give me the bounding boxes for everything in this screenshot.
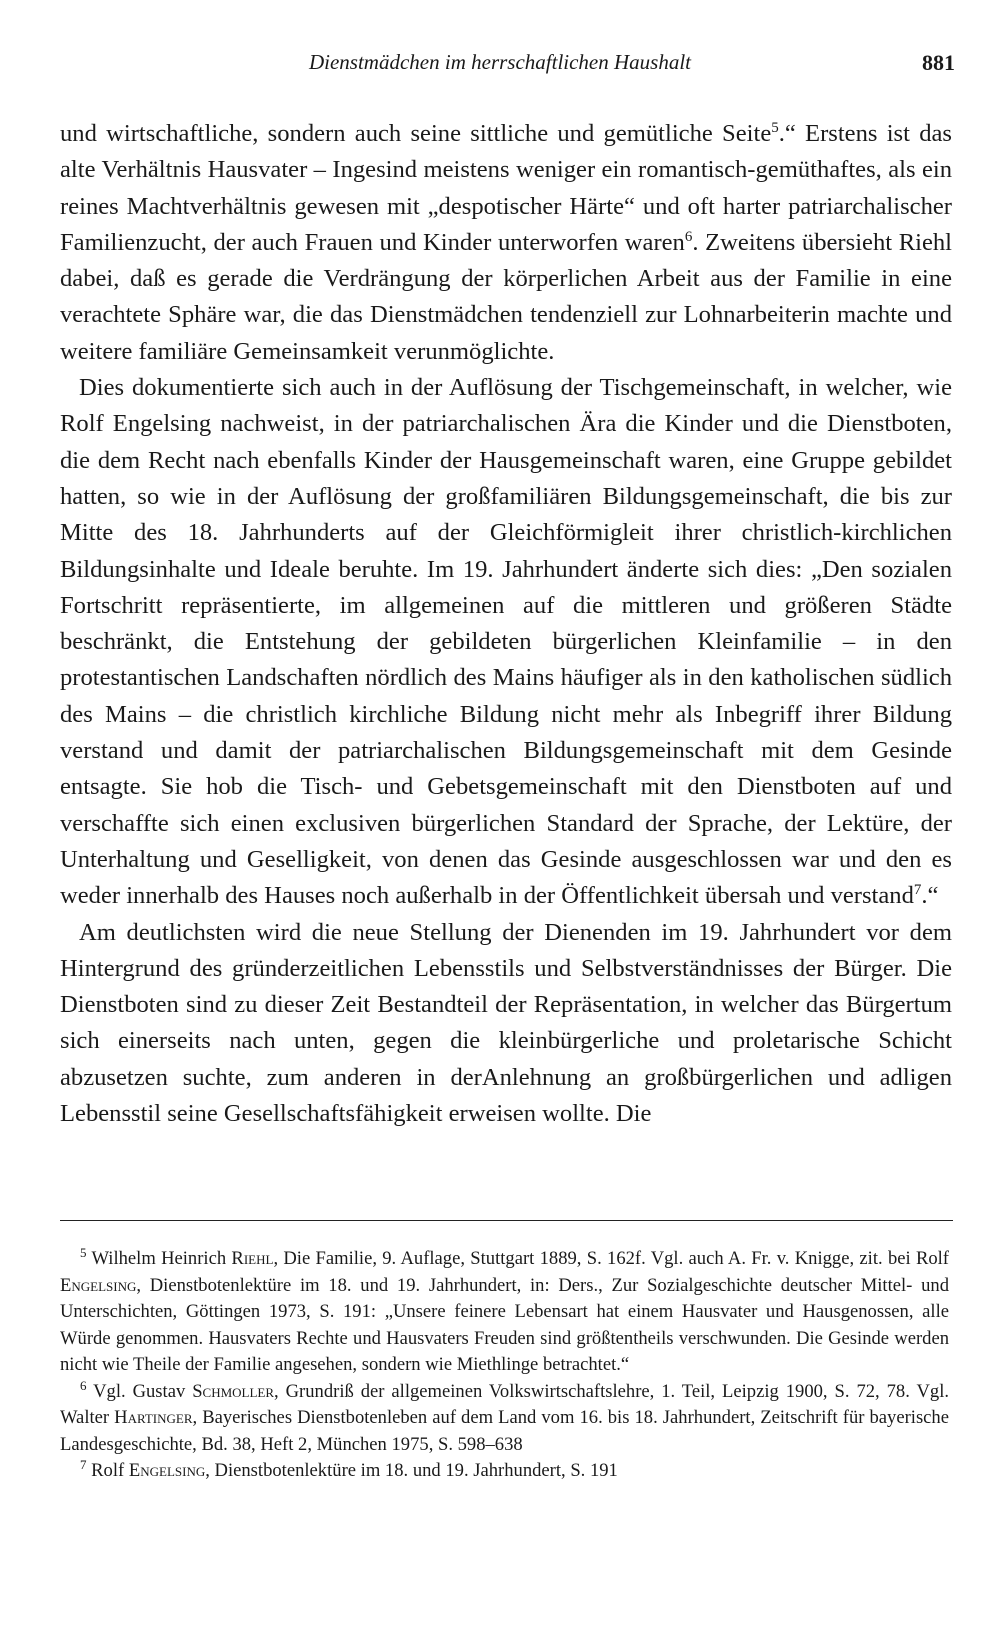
footnote-ref-5: 5 bbox=[771, 119, 779, 136]
paragraph-2-text-a: Dies dokumentierte sich auch in der Auflösung der Tischgemeinschaft, in welcher, wie Rolf Engelsing nachweist, in der patriarchalischen Ära die Kinder und die Dienstboten, die dem Recht nach ebenfalls Kinder der Hausgemeinschaft waren, eine Gruppe gebildet hatten, so wie in der Auflösung der großfamiliären Bildungsgemeinschaft, die bis zur Mitte des 18. Jahrhunderts auf der Gleichförmigleit ihrer christlich-kirchlichen Bildungsinhalte und Ideale beruhte. Im 19. Jahrhundert änderte sich dies: „Den sozialen Fortschritt repräsentierte, im allgemeinen auf die mittleren und größeren Städte beschränkt, die Entstehung der gebildeten bürgerlichen Kleinfamilie – in den protestantischen Landschaften nördlich des Mains häufiger als in den katholischen südlich des Mains – die christlich kirchliche Bildung nicht mehr als Inbegriff ihrer Bildung verstand und damit der patriarchalischen Bildungsgemeinschaft mit dem Gesinde entsagte. Sie hob die Tisch- und Gebetsgemeinschaft mit den Dienstboten auf und verschaffte sich einen exclusiven bürgerlichen Standard der Sprache, der Lektüre, der Unterhaltung und Geselligkeit, von denen das Gesinde ausgeschlossen war und den es weder innerhalb des Hauses noch außerhalb in der Öffentlichkeit übersah und verstand bbox=[60, 374, 952, 910]
footnote-5 bbox=[60, 1246, 949, 1379]
footnote-7 bbox=[60, 1458, 949, 1485]
footnote-author: Hartinger bbox=[114, 1407, 193, 1428]
footnote-mark: 7 bbox=[80, 1456, 87, 1472]
footnote-text: , Die Familie, 9. Auflage, Stuttgart 1889, S. 162f. Vgl. auch A. Fr. v. Knigge, zit. bei Rolf bbox=[273, 1248, 950, 1269]
paragraph-1-text-c: . Zweitens übersieht Riehl dabei, daß es gerade die Verdrängung der körperlichen Arbeit aus der Familie in eine verachtete Sphäre war, die das Dienstmädchen tendenziell zur Lohnarbeiterin machte und weitere familiäre Gemeinsamkeit verunmöglichte. bbox=[60, 228, 952, 365]
footnote-author: Schmoller bbox=[192, 1380, 275, 1402]
footnotes bbox=[60, 1246, 949, 1485]
footnote-text: Rolf bbox=[91, 1460, 129, 1481]
footnote-ref-7: 7 bbox=[913, 882, 922, 899]
footnote-text: , Bayerisches Dienstbotenleben auf dem Land vom 16. bis 18. Jahrhundert, Zeitschrift für bayerische Landesgeschichte, Bd. 38, Heft 2, München 1975, S. 598–638 bbox=[60, 1407, 949, 1455]
paragraph-3-text: Am deutlichsten wird die neue Stellung der Dienenden im 19. Jahrhundert vor dem Hintergrund des gründerzeitlichen Lebensstils und Selbstverständnisses der Bürger. Die Dienstboten sind zu dieser Zeit Bestandteil der Repräsentation, in welcher das Bürgertum sich einerseits nach unten, gegen die kleinbürgerliche und proletarische Schicht abzusetzen suchte, zum anderen in derAnlehnung an großbürgerlichen und adligen Lebensstil seine Gesellschaftsfähigkeit erweisen wollte. Die bbox=[60, 918, 952, 1128]
footnote-text: Wilhelm Heinrich bbox=[91, 1248, 232, 1269]
footnote-mark: 5 bbox=[80, 1244, 87, 1260]
footnote-ref-6: 6 bbox=[684, 228, 693, 245]
running-title: Dienstmädchen im herrschaftlichen Haushalt bbox=[308, 50, 692, 74]
footnote-text: Vgl. Gustav bbox=[93, 1380, 193, 1402]
footnote-author: Engelsing bbox=[60, 1274, 137, 1296]
footnote-6 bbox=[60, 1379, 949, 1459]
footnote-author: Engelsing bbox=[128, 1460, 206, 1481]
footnote-separator bbox=[60, 1220, 953, 1221]
paragraph-3 bbox=[60, 915, 952, 1133]
paragraph-1 bbox=[60, 116, 952, 370]
footnote-text: , Dienstbotenlektüre im 18. und 19. Jahrhundert, in: Ders., Zur Sozialgeschichte deutscher Mittel- und Unterschichten, Göttingen 1973, S. 191: „Unsere feinere Lebensart hat einem Hausvater und Hausgenossen, alle Würde genommen. Hausvaters Rechte und Hausvaters Freuden sind größtentheils verschwunden. Die Gesinde werden nicht wie Theile der Familie angesehen, sondern wie Miethlinge betrachtet.“ bbox=[60, 1274, 949, 1375]
page-number: 881 bbox=[922, 50, 955, 75]
footnote-text: , Dienstbotenlektüre im 18. und 19. Jahrhundert, S. 191 bbox=[205, 1460, 618, 1481]
footnote-mark: 6 bbox=[80, 1377, 87, 1393]
paragraph-2-text-b: .“ bbox=[921, 882, 939, 910]
paragraph-1-text-b: .“ Erstens ist das alte Verhältnis Hausvater – Ingesind meistens weniger ein romantisch-gemüthaftes, als ein reines Machtverhältnis gewesen mit „despotischer Härte“ und oft harter patriarchalischer Familienzucht, der auch Frauen und Kinder unterworfen waren bbox=[60, 120, 952, 256]
paragraph-1-text-a: und wirtschaftliche, sondern auch seine sittliche und gemütliche Seite bbox=[60, 120, 772, 147]
paragraph-2 bbox=[60, 370, 952, 914]
page-header bbox=[0, 44, 1000, 84]
main-text bbox=[60, 116, 952, 1132]
footnote-text: , Grundriß der allgemeinen Volkswirtschaftslehre, 1. Teil, Leipzig 1900, S. 72, 78. Vgl. Walter bbox=[60, 1380, 950, 1428]
footnote-author: Riehl bbox=[231, 1248, 274, 1269]
